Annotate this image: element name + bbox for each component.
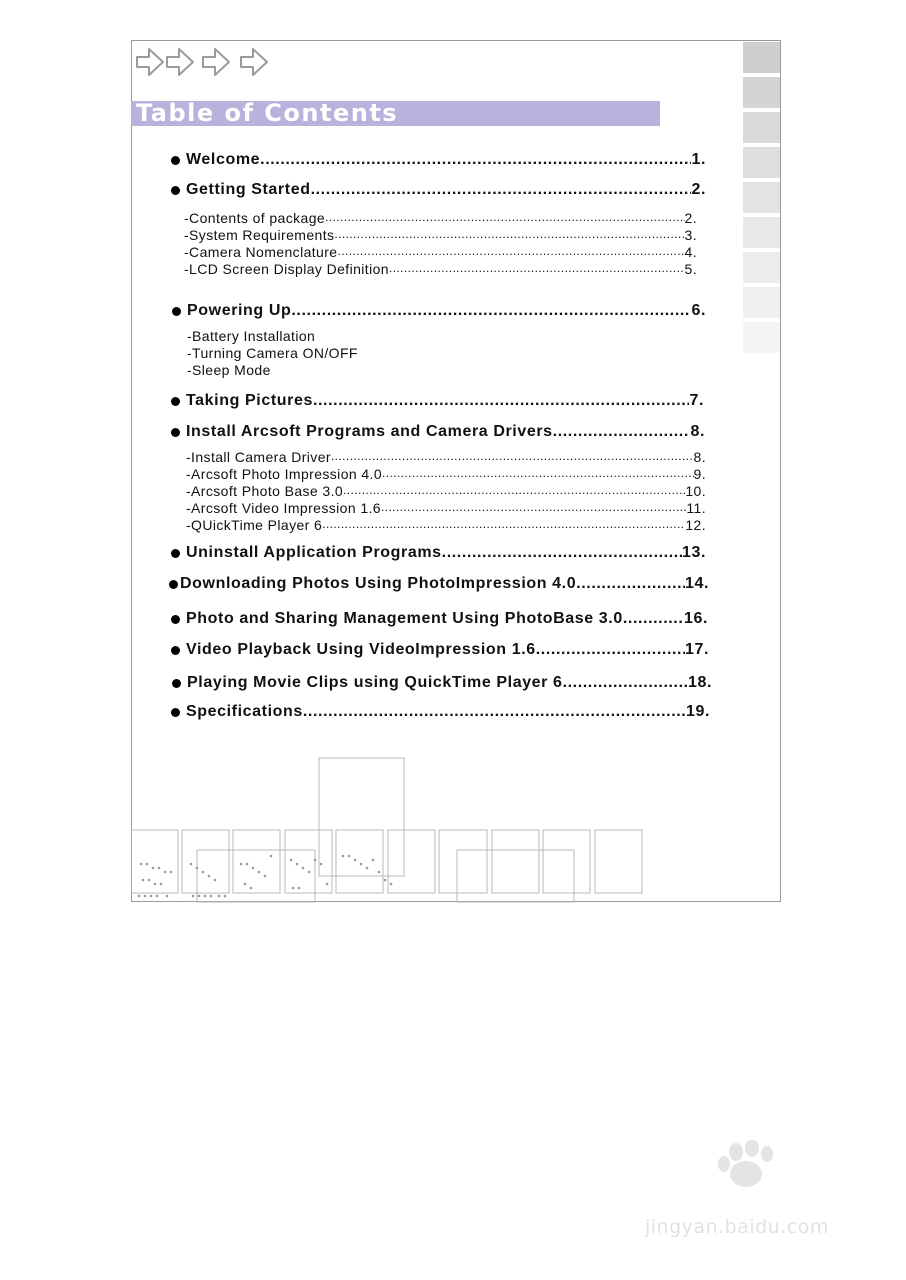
toc-subentry-sleep-mode: -Sleep Mode [187,362,271,378]
bullet-icon [171,708,180,717]
toc-subentry-page: 10. [685,483,706,499]
dot-leader [536,641,685,659]
toc-subentry-page: 5. [684,261,697,277]
dot-leader [389,261,685,277]
toc-entry-page: 2. [691,181,706,198]
dot-leader [334,227,684,243]
bullet-icon [171,646,180,655]
toc-entry-downloading-photos [169,575,709,593]
bullet-icon [172,307,181,316]
toc-entry-label: Video Playback Using VideoImpression 1.6 [186,641,536,658]
dot-leader [382,466,694,482]
toc-entry-photo-sharing [171,610,708,628]
dot-leader [338,244,685,260]
toc-entry-label: Taking Pictures [186,392,313,409]
side-gradient-strip [743,42,780,357]
toc-subentry [186,500,706,516]
toc-entry-page: 17. [684,641,709,658]
toc-subentry-label: -System Requirements [184,227,335,243]
dot-leader [331,449,694,465]
decorative-grid-pattern [131,756,651,904]
toc-subentry-page: 9. [693,466,706,482]
toc-entry-page: 16. [683,610,708,627]
page-title: Table of Contents [136,99,399,127]
dot-leader [325,210,684,226]
toc-subentry-label: -QUickTime Player 6 [186,517,323,533]
toc-entry-taking-pictures [171,392,704,410]
dot-leader [623,610,684,628]
toc-subentry-page: 4. [684,244,697,260]
toc-entry-uninstall [171,544,706,562]
dot-leader [381,500,686,516]
toc-subentry [184,261,697,277]
dot-leader [303,703,686,721]
toc-subentry [186,449,706,465]
bullet-icon [171,615,180,624]
toc-entry-powering-up [172,302,706,320]
toc-entry-label: Playing Movie Clips using QuickTime Player 6 [187,674,563,691]
toc-subentry [184,227,697,243]
toc-entry-label: Downloading Photos Using PhotoImpression 4.0 [180,575,577,592]
toc-subentry-label: -Arcsoft Photo Impression 4.0 [186,466,383,482]
toc-entry-welcome [171,151,706,169]
toc-subentry-label: -Contents of package [184,210,326,226]
toc-subentry-turning-camera-on-off: -Turning Camera ON/OFF [187,345,358,361]
toc-subentry-battery-installation: -Battery Installation [187,328,316,344]
toc-subentry-page: 2. [684,210,697,226]
toc-entry-label: Specifications [186,703,303,720]
toc-entry-page: 8. [690,423,705,440]
toc-entry-page: 7. [689,392,704,409]
toc-subentry-label: -Arcsoft Photo Base 3.0 [186,483,344,499]
toc-entry-page: 19. [685,703,710,720]
watermark-url: jingyan.baidu.com [645,1216,829,1238]
toc-entry-install-arcsoft [171,423,705,441]
toc-subentry [186,466,706,482]
bullet-icon [171,428,180,437]
toc-subentry-page: 12. [685,517,706,533]
toc-subentry [186,517,706,533]
dot-leader [313,392,689,410]
toc-subentry-page: 8. [693,449,706,465]
dot-leader [553,423,691,441]
toc-subentry-page: 3. [684,227,697,243]
bullet-icon [169,580,178,589]
baidu-paw-logo [640,1140,860,1220]
toc-entry-label: Powering Up [187,302,292,319]
toc-subentry-label: -Install Camera Driver [186,449,331,465]
bullet-icon [172,679,181,688]
toc-entry-label: Getting Started [186,181,311,198]
dot-leader [291,302,691,320]
dot-leader [311,181,692,199]
dot-leader [563,674,688,692]
toc-entry-page: 14. [684,575,709,592]
toc-entry-specifications [171,703,710,721]
toc-subentry-page: 11. [686,500,706,516]
dot-leader [322,517,685,533]
toc-entry-label: Install Arcsoft Programs and Camera Drivers [186,423,553,440]
toc-entry-getting-started [171,181,706,199]
toc-entry-page: 18. [687,674,712,691]
bullet-icon [171,397,180,406]
toc-entry-label: Photo and Sharing Management Using PhotoBase 3.0 [186,610,623,627]
toc-subentry [184,210,697,226]
toc-subentry [186,483,706,499]
arrow-decoration-icons [135,46,275,80]
toc-entry-page: 1. [691,151,706,168]
bullet-icon [171,186,180,195]
toc-entry-label: Uninstall Application Programs [186,544,442,561]
toc-entry-playing-movie-clips [172,674,712,692]
toc-subentry-label: -LCD Screen Display Definition [184,261,389,277]
toc-entry-video-playback [171,641,709,659]
toc-entry-page: 13. [681,544,706,561]
dot-leader [260,151,691,169]
dot-leader [442,544,682,562]
toc-subentry [184,244,697,260]
toc-entry-page: 6. [691,302,706,319]
dot-leader [576,575,685,593]
toc-subentry-label: -Arcsoft Video Impression 1.6 [186,500,381,516]
dot-leader [343,483,685,499]
bullet-icon [171,549,180,558]
toc-entry-label: Welcome [186,151,261,168]
toc-subentry-label: -Camera Nomenclature [184,244,338,260]
bullet-icon [171,156,180,165]
